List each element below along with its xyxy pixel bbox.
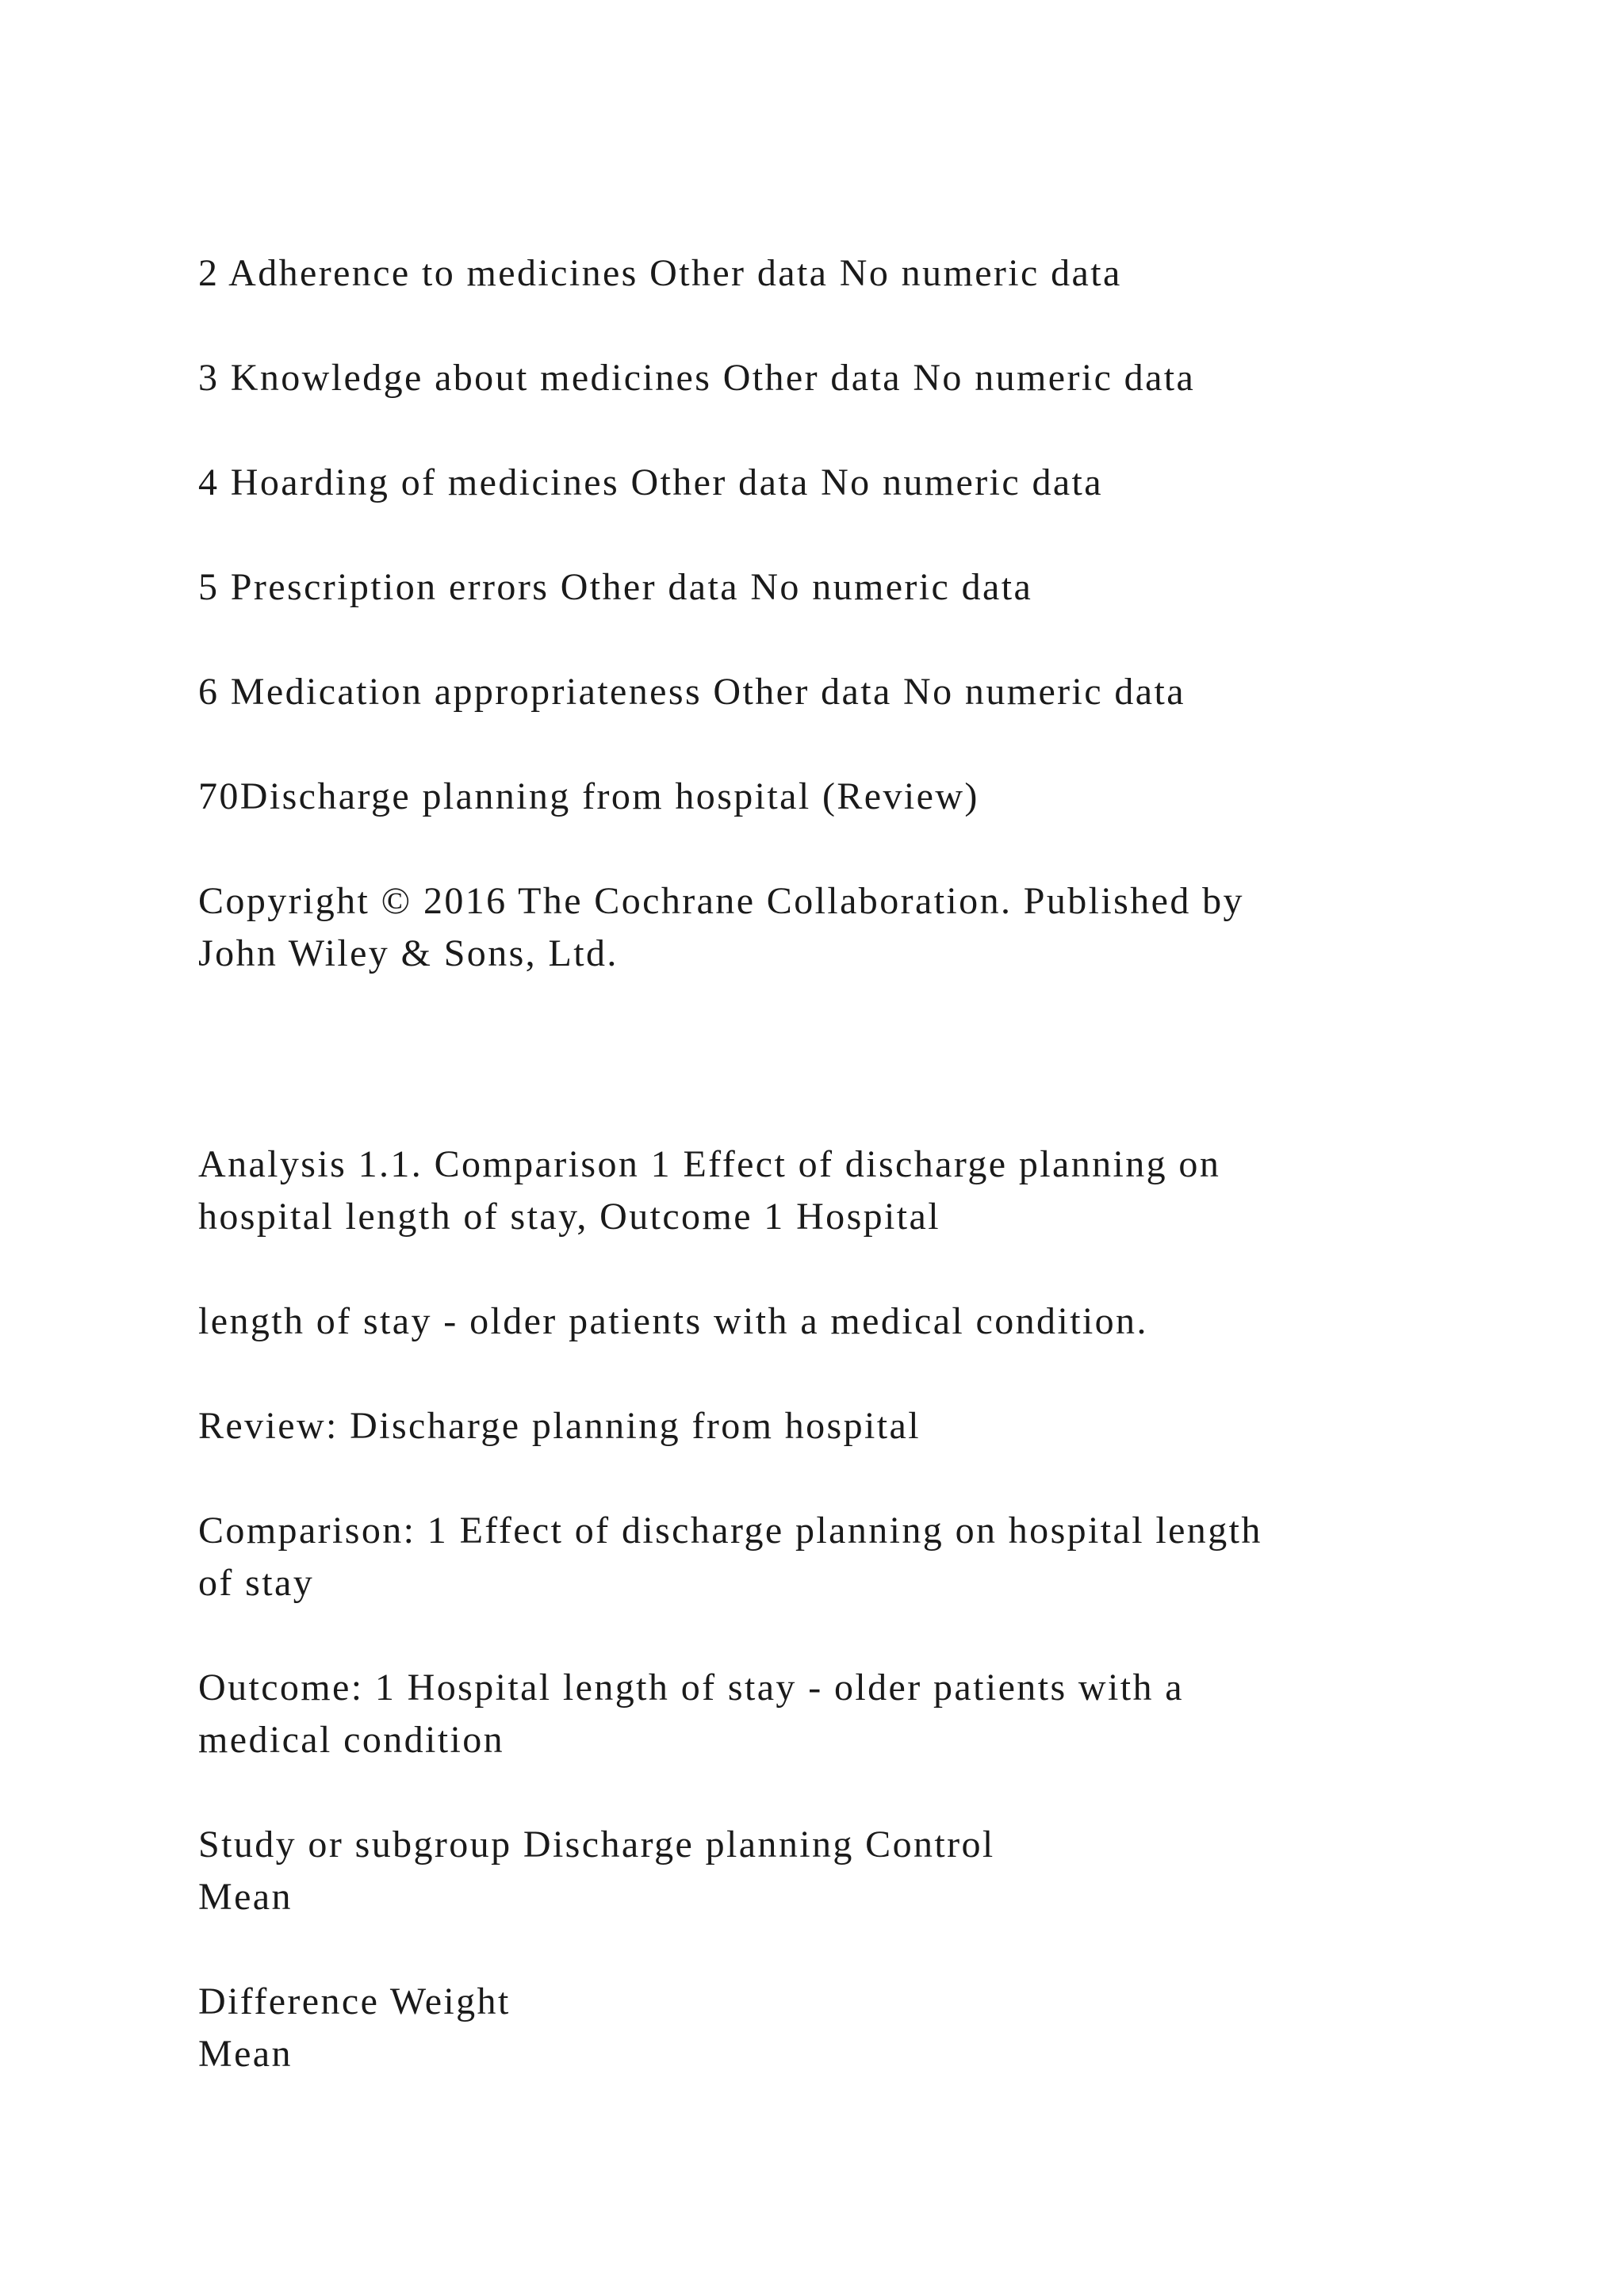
table-header-row-1: Study or subgroup Discharge planning Control Mean	[198, 1823, 995, 1918]
outcome-line-5: 5 Prescription errors Other data No numeric data	[198, 566, 1033, 608]
outcome-line-3: 3 Knowledge about medicines Other data No numeric data	[198, 357, 1196, 399]
outcome-line-2: 2 Adherence to medicines Other data No numeric data	[198, 252, 1122, 294]
page-footer-title: 70Discharge planning from hospital (Review)	[198, 775, 979, 817]
outcome-line-4: 4 Hoarding of medicines Other data No numeric data	[198, 461, 1103, 503]
analysis-heading-continued: length of stay - older patients with a medical condition.	[198, 1300, 1148, 1342]
table-header-row-2: Difference Weight Mean	[198, 1980, 511, 2075]
analysis-heading: Analysis 1.1. Comparison 1 Effect of discharge planning on hospital length of stay, Outcome 1 Hospital	[198, 1143, 1221, 1238]
outcome-line: Outcome: 1 Hospital length of stay - older patients with a medical condition	[198, 1667, 1184, 1761]
outcome-line-6: 6 Medication appropriateness Other data No numeric data	[198, 671, 1185, 713]
review-line: Review: Discharge planning from hospital	[198, 1405, 921, 1447]
copyright-notice: Copyright © 2016 The Cochrane Collaboration. Published by John Wiley & Sons, Ltd.	[198, 880, 1244, 974]
comparison-line: Comparison: 1 Effect of discharge planning on hospital length of stay	[198, 1510, 1262, 1604]
